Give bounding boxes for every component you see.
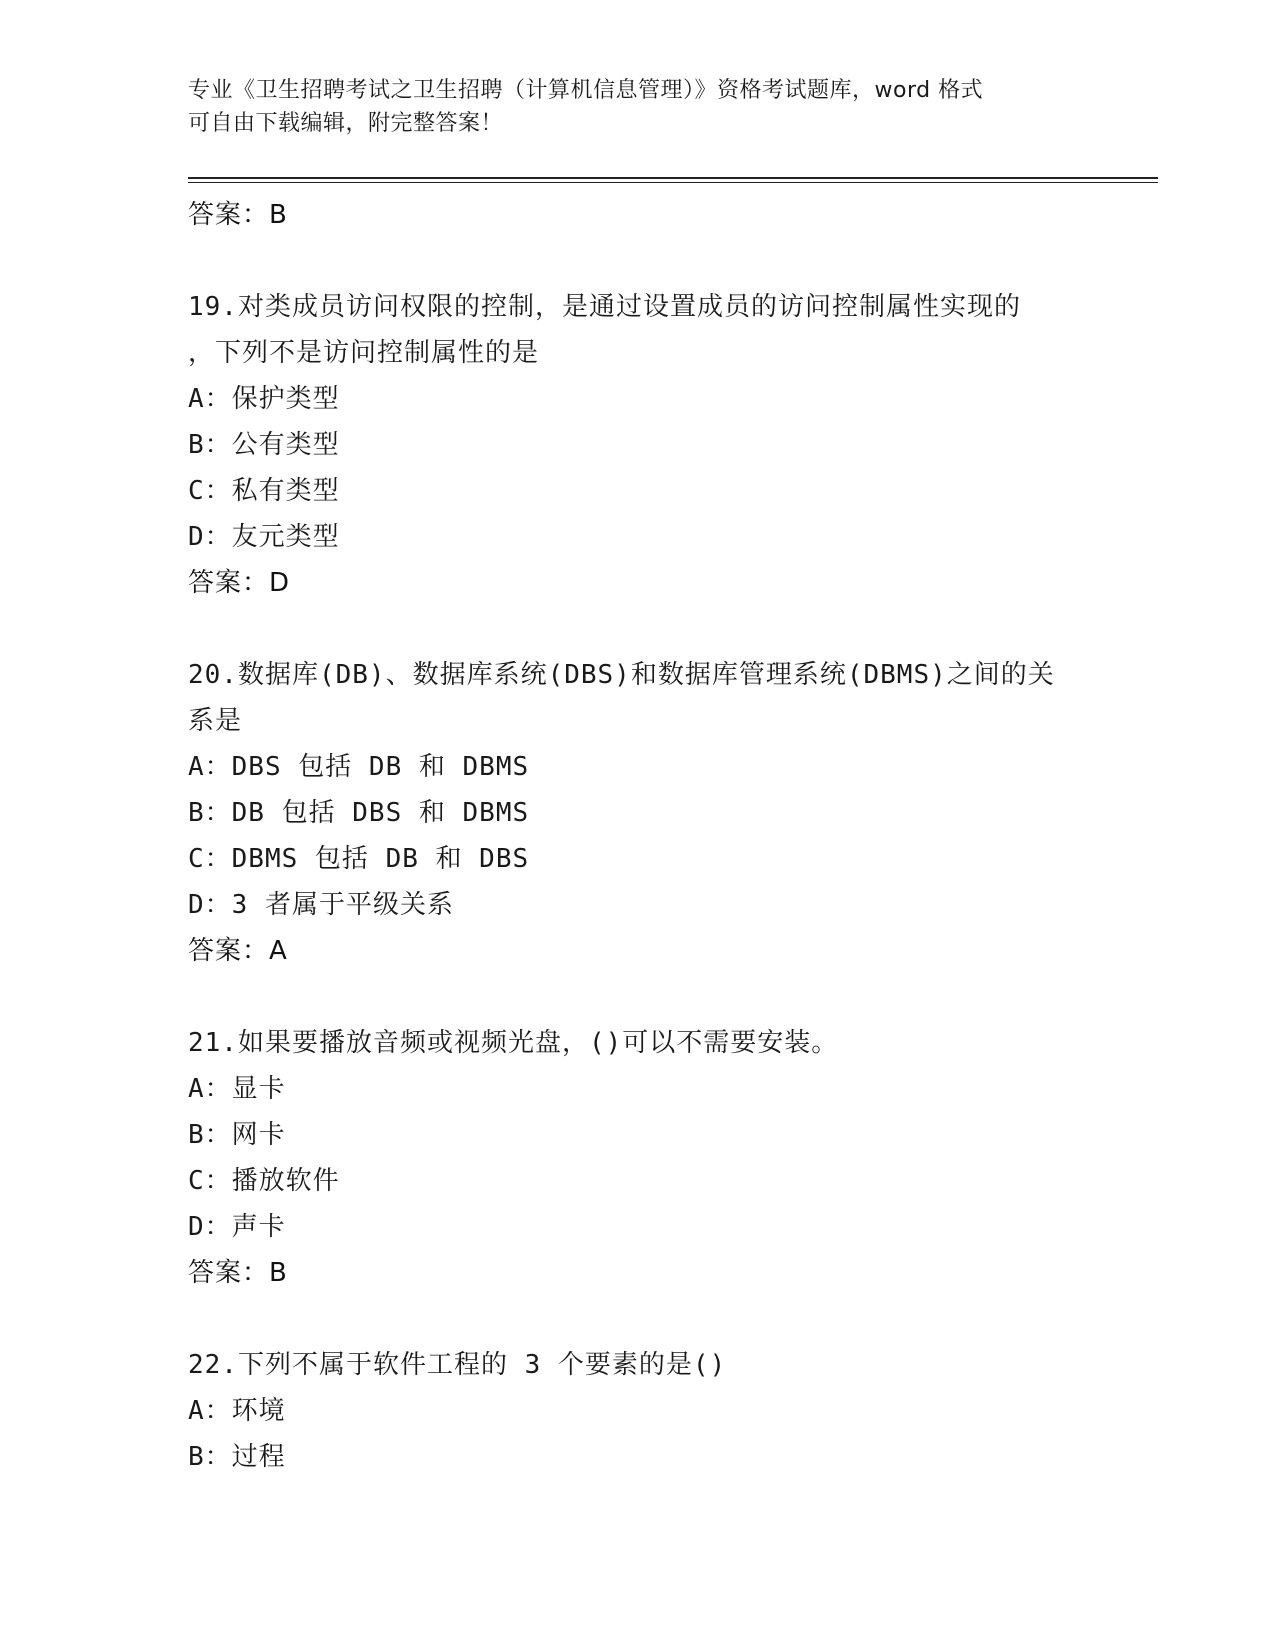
- question-stem: 22.下列不属于软件工程的 3 个要素的是(): [188, 1350, 727, 1380]
- question-stem: 20.数据库(DB)、数据库系统(DBS)和数据库管理系统(DBMS)之间的关: [188, 660, 1055, 690]
- option-b: B：网卡: [188, 1120, 286, 1150]
- spacer: [188, 1296, 1088, 1342]
- option-a: A：环境: [188, 1396, 286, 1426]
- option-c: C：播放软件: [188, 1166, 340, 1196]
- header-line-2: 可自由下载编辑，附完整答案！: [188, 111, 504, 136]
- option-c: C：DBMS 包括 DB 和 DBS: [188, 844, 530, 874]
- option-b: B：公有类型: [188, 430, 340, 460]
- option-a: A：DBS 包括 DB 和 DBMS: [188, 752, 530, 782]
- question-21: [188, 1020, 1088, 1296]
- question-stem: 系是: [188, 706, 243, 736]
- option-a: A：显卡: [188, 1074, 286, 1104]
- option-d: D：友元类型: [188, 522, 340, 552]
- spacer: [188, 606, 1088, 652]
- answer: 答案：B: [188, 1258, 288, 1288]
- question-20: [188, 652, 1088, 974]
- option-d: D：3 者属于平级关系: [188, 890, 454, 920]
- spacer: [188, 974, 1088, 1020]
- option-b: B：DB 包括 DBS 和 DBMS: [188, 798, 530, 828]
- header-line-1: 专业《卫生招聘考试之卫生招聘（计算机信息管理）》资格考试题库，word 格式: [188, 78, 984, 103]
- spacer: [188, 238, 1088, 284]
- answer: 答案：D: [188, 568, 291, 598]
- question-stem: 19.对类成员访问权限的控制，是通过设置成员的访问控制属性实现的: [188, 292, 1021, 322]
- option-b: B：过程: [188, 1442, 286, 1472]
- question-22: [188, 1342, 1088, 1480]
- header-divider: [188, 177, 1158, 179]
- option-c: C：私有类型: [188, 476, 340, 506]
- option-d: D：声卡: [188, 1212, 286, 1242]
- answer-previous: 答案：B: [188, 200, 288, 230]
- question-stem: ，下列不是访问控制属性的是: [188, 338, 540, 368]
- question-19: [188, 284, 1088, 606]
- question-stem: 21.如果要播放音频或视频光盘，()可以不需要安装。: [188, 1028, 839, 1058]
- option-a: A：保护类型: [188, 384, 340, 414]
- question-list: [188, 192, 1088, 1480]
- header-divider-thin: [188, 182, 1158, 183]
- document-header: [188, 74, 1088, 140]
- answer: 答案：A: [188, 936, 288, 966]
